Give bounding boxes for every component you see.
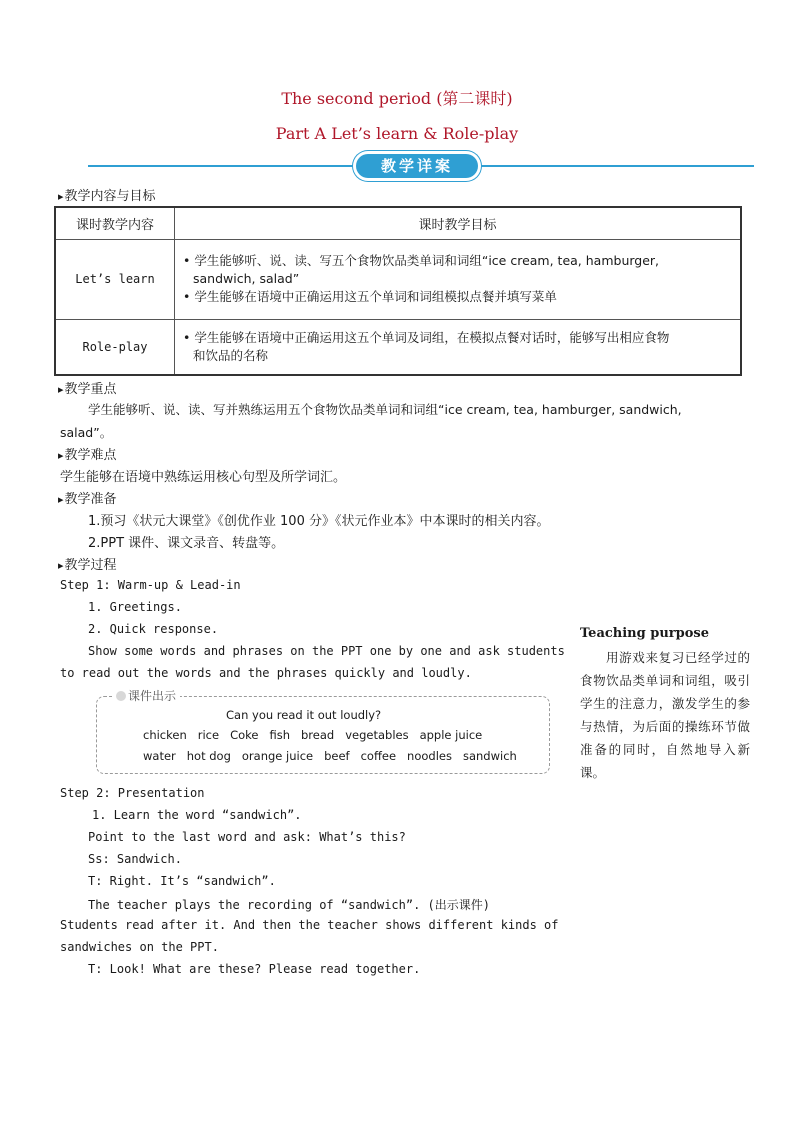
courseware-tab: 课件出示: [112, 687, 180, 704]
table-header-goals: 课时教学目标: [175, 207, 742, 239]
section-preparation: ▸ 教学准备: [58, 488, 117, 507]
table-cell-goals: [175, 239, 742, 319]
section-key-points: ▸ 教学重点: [58, 378, 117, 397]
table-header-row: [55, 207, 741, 239]
step-item: 2. Quick response.: [88, 622, 219, 636]
word-item: noodles: [407, 749, 452, 763]
goal-text: sandwich, salad”: [193, 271, 300, 286]
step-line: T: Look! What are these? Please read together.: [88, 962, 421, 976]
step-line: sandwiches on the PPT.: [60, 940, 219, 954]
word-item: coffee: [360, 749, 397, 763]
goal-text: 学生能够在语境中正确运用这五个单词及词组，在模拟点餐对话时，能够写出相应食物: [194, 329, 670, 345]
word-item: fish: [269, 728, 290, 742]
difficult-points-text: 学生能够在语境中熟练运用核心句型及所学词汇。: [60, 470, 347, 485]
word-item: orange juice: [241, 749, 314, 763]
word-item: beef: [324, 749, 350, 763]
goal-text: 学生能够听、说、读、写五个食物饮品类单词和词组“ice cream, tea, hamburger,: [194, 253, 660, 268]
page-subtitle: Part A Let’s learn & Role-play: [275, 124, 519, 143]
word-item: apple juice: [419, 728, 483, 742]
table-header-content: 课时教学内容: [55, 207, 175, 239]
goals-table: [54, 206, 742, 376]
courseware-question: Can you read it out loudly?: [226, 708, 382, 722]
step-line: Students read after it. And then the teacher shows different kinds of: [60, 918, 559, 932]
section-process: ▸ 教学过程: [58, 554, 117, 573]
word-item: Coke: [230, 728, 259, 742]
step-item: 1. Learn the word “sandwich”.: [92, 808, 302, 822]
word-item: rice: [197, 728, 220, 742]
page-title: The second period (第二课时): [281, 89, 513, 108]
bullet-icon: •: [183, 253, 195, 268]
key-points-line: 学生能够听、说、读、写并熟练运用五个食物饮品类单词和词组“ice cream, tea, hamburger, sandwich,: [88, 402, 682, 417]
word-item: sandwich: [462, 749, 517, 763]
preparation-item: 2.PPT 课件、课文录音、转盘等。: [88, 536, 285, 551]
section-banner: 教学详案: [356, 154, 478, 178]
key-points-line: salad”。: [60, 425, 113, 440]
step-paragraph-line: to read out the words and the phrases quickly and loudly.: [60, 666, 472, 680]
step-1-heading: Step 1: Warm-up & Lead-in: [60, 578, 241, 592]
step-2-heading: Step 2: Presentation: [60, 786, 205, 800]
word-item: bread: [301, 728, 335, 742]
tab-dot-icon: [116, 691, 126, 701]
bullet-icon: •: [183, 329, 195, 345]
step-item: 1. Greetings.: [88, 600, 182, 614]
step-line: T: Right. It’s “sandwich”.: [88, 874, 276, 888]
section-content-goals: ▸ 教学内容与目标: [58, 185, 156, 204]
word-item: water: [143, 749, 176, 763]
step-line: The teacher plays the recording of “sandwich”. (出示课件): [88, 898, 491, 912]
word-row: [143, 728, 493, 742]
table-cell-content: Role-play: [55, 319, 175, 375]
table-cell-goals: [175, 319, 742, 375]
word-item: chicken: [143, 728, 187, 742]
table-row: [55, 319, 741, 375]
section-difficult-points: ▸ 教学难点: [58, 444, 117, 463]
word-item: hot dog: [186, 749, 231, 763]
word-item: vegetables: [345, 728, 409, 742]
step-line: Ss: Sandwich.: [88, 852, 182, 866]
preparation-item: 1.预习《状元大课堂》《创优作业 100 分》《状元作业本》中本课时的相关内容。: [88, 514, 550, 529]
table-cell-content: Let’s learn: [55, 239, 175, 319]
sidebar-title: Teaching purpose: [580, 626, 709, 641]
sidebar-body: 用游戏来复习已经学过的食物饮品类单词和词组，吸引学生的注意力，激发学生的参与热情，为后面的操练环节做准备的同时，自然地导入新课。: [580, 650, 750, 780]
goal-text: 学生能够在语境中正确运用这五个单词和词组模拟点餐并填写菜单: [194, 289, 557, 304]
step-line: Point to the last word and ask: What’s this?: [88, 830, 406, 844]
goal-text: 和饮品的名称: [193, 347, 269, 363]
table-row: [55, 239, 741, 319]
step-paragraph-line: Show some words and phrases on the PPT one by one and ask students: [88, 644, 565, 658]
bullet-icon: •: [183, 289, 195, 304]
word-row: [143, 749, 528, 763]
